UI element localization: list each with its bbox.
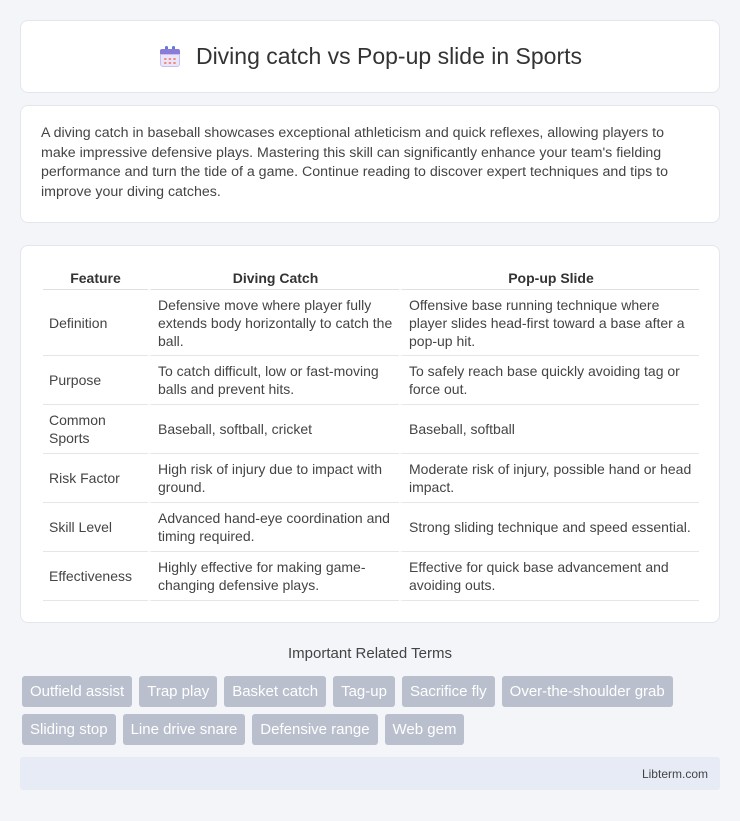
page-title: Diving catch vs Pop-up slide in Sports (195, 43, 583, 69)
tag-outfield-assist[interactable]: Outfield assist (22, 676, 132, 707)
tag-basket-catch[interactable]: Basket catch (224, 676, 326, 707)
diving-catch-cell: Highly effective for making game-changing defensive plays. (148, 552, 399, 601)
diving-catch-cell: Baseball, softball, cricket (148, 405, 399, 454)
tag-trap-play[interactable]: Trap play (139, 676, 217, 707)
feature-cell: Risk Factor (43, 454, 148, 503)
pop-up-slide-cell: Moderate risk of injury, possible hand or head impact. (399, 454, 699, 503)
header-feature: Feature (43, 266, 148, 290)
pop-up-slide-cell: Effective for quick base advancement and avoiding outs. (399, 552, 699, 601)
tag-over-the-shoulder-grab[interactable]: Over-the-shoulder grab (502, 676, 673, 707)
feature-cell: Effectiveness (43, 552, 148, 601)
header-card (20, 20, 720, 93)
calendar-icon (158, 45, 182, 69)
related-terms-list (22, 676, 722, 745)
pop-up-slide-cell: Strong sliding technique and speed essential. (399, 503, 699, 552)
intro-paragraph: A diving catch in baseball showcases exceptional athleticism and quick reflexes, allowing players to make impressive defensive plays. Mastering this skill can significantly enhance your team's fielding performance and turn the tide of a game. Continue reading to discover expert techniques and tips to improve your diving catches. (41, 125, 669, 200)
tag-sacrifice-fly[interactable]: Sacrifice fly (402, 676, 495, 707)
comparison-table (43, 266, 699, 601)
diving-catch-cell: High risk of injury due to impact with ground. (148, 454, 399, 503)
feature-cell: Purpose (43, 356, 148, 405)
table-row (43, 405, 699, 454)
table-header-row (43, 266, 699, 290)
table-row (43, 552, 699, 601)
feature-cell: Common Sports (43, 405, 148, 454)
pop-up-slide-cell: To safely reach base quickly avoiding tag or force out. (399, 356, 699, 405)
header-pop-up-slide: Pop-up Slide (399, 266, 699, 290)
tag-line-drive-snare[interactable]: Line drive snare (123, 714, 246, 745)
diving-catch-cell: To catch difficult, low or fast-moving balls and prevent hits. (148, 356, 399, 405)
intro-card (20, 105, 720, 223)
table-row (43, 356, 699, 405)
header-diving-catch: Diving Catch (148, 266, 399, 290)
feature-cell: Skill Level (43, 503, 148, 552)
related-terms-title: Important Related Terms (288, 645, 452, 662)
pop-up-slide-cell: Baseball, softball (399, 405, 699, 454)
table-row (43, 454, 699, 503)
footer-site-link[interactable]: Libterm.com (641, 767, 708, 781)
comparison-card (20, 245, 720, 623)
header (158, 43, 582, 70)
diving-catch-cell: Advanced hand-eye coordination and timing required. (148, 503, 399, 552)
table-row (43, 503, 699, 552)
table-row (43, 290, 699, 356)
footer (20, 757, 720, 790)
tag-sliding-stop[interactable]: Sliding stop (22, 714, 116, 745)
feature-cell: Definition (43, 290, 148, 356)
diving-catch-cell: Defensive move where player fully extends body horizontally to catch the ball. (148, 290, 399, 356)
tag-web-gem[interactable]: Web gem (385, 714, 465, 745)
pop-up-slide-cell: Offensive base running technique where player slides head-first toward a base after a pop-up hit. (399, 290, 699, 356)
tag-defensive-range[interactable]: Defensive range (252, 714, 377, 745)
tag-tag-up[interactable]: Tag-up (333, 676, 395, 707)
